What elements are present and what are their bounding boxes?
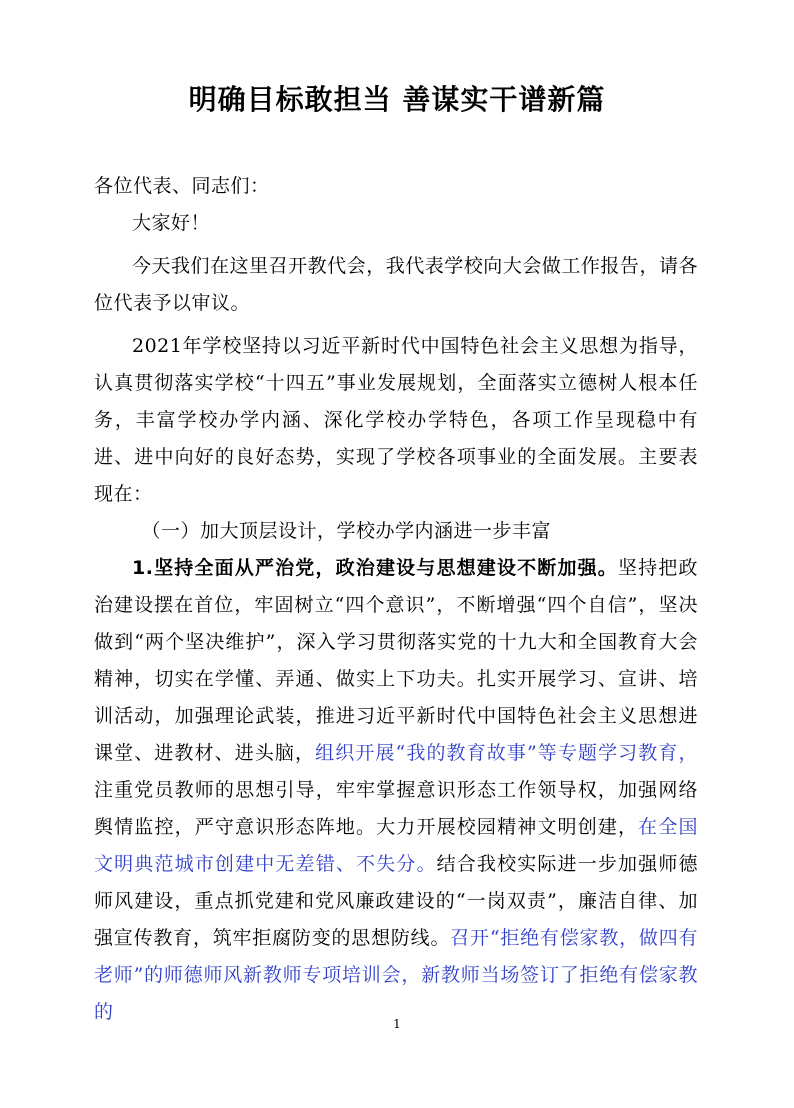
item1-text-part1: 坚持把政治建设摆在首位，牢固树立“四个意识”，不断增强“四个自信”，坚决做到“两个坚决维护”，深入学习贯彻落实党的十九大和全国教育大会精神，切实在学懂、弄通、做实上下功夫。扎实开展学习、宣讲、培训活动，加强理论武装，推进习近平新时代中国特色社会主义思想进课堂、进教材、进头脑， (94, 557, 698, 764)
item1-heading: 1.坚持全面从严治党，政治建设与思想建设不断加强。 (132, 557, 618, 579)
greeting: 大家好！ (132, 212, 211, 234)
section-heading: （一）加大顶层设计，学校办学内涵进一步丰富 (141, 520, 552, 542)
salutation: 各位代表、同志们： (94, 175, 270, 197)
item1-text-part3: 结合我校实际进一步加强师德师风建设，重点抓党建和党风廉政建设的“一岗双责”，廉洁自律、加强宣传教育，筑牢拒腐防变的思想防线。 (94, 853, 698, 949)
document-body (94, 168, 698, 1031)
document-title: 明确目标敢担当 善谋实干谱新篇 (188, 83, 606, 116)
item1-highlight-3[interactable]: 召开“拒绝有偿家教，做四有老师”的师德师风新教师专项培训会，新教师当场签订了拒绝有偿家教的 (94, 927, 698, 1023)
overview-paragraph: 2021年学校坚持以习近平新时代中国特色社会主义思想为指导，认真贯彻落实学校“十四五”事业发展规划，全面落实立德树人根本任务，丰富学校办学内涵、深化学校办学特色，各项工作呈现稳中有进、进中向好的良好态势，实现了学校各项事业的全面发展。主要表现在： (94, 335, 698, 505)
item1-highlight-1[interactable]: 组织开展“我的教育故事”等专题学习教育， (315, 742, 698, 764)
item1-paragraph (94, 550, 698, 1031)
item1-highlight-2[interactable]: 在全国文明典范城市创建中无差错、不失分。 (94, 816, 698, 875)
item1-text-part2: 注重党员教师的思想引导，牢牢掌握意识形态工作领导权，加强网络舆情监控，严守意识形态阵地。大力开展校园精神文明创建， (94, 779, 698, 838)
intro-paragraph: 今天我们在这里召开教代会，我代表学校向大会做工作报告，请各位代表予以审议。 (94, 255, 698, 314)
page-number: 1 (393, 1017, 401, 1031)
